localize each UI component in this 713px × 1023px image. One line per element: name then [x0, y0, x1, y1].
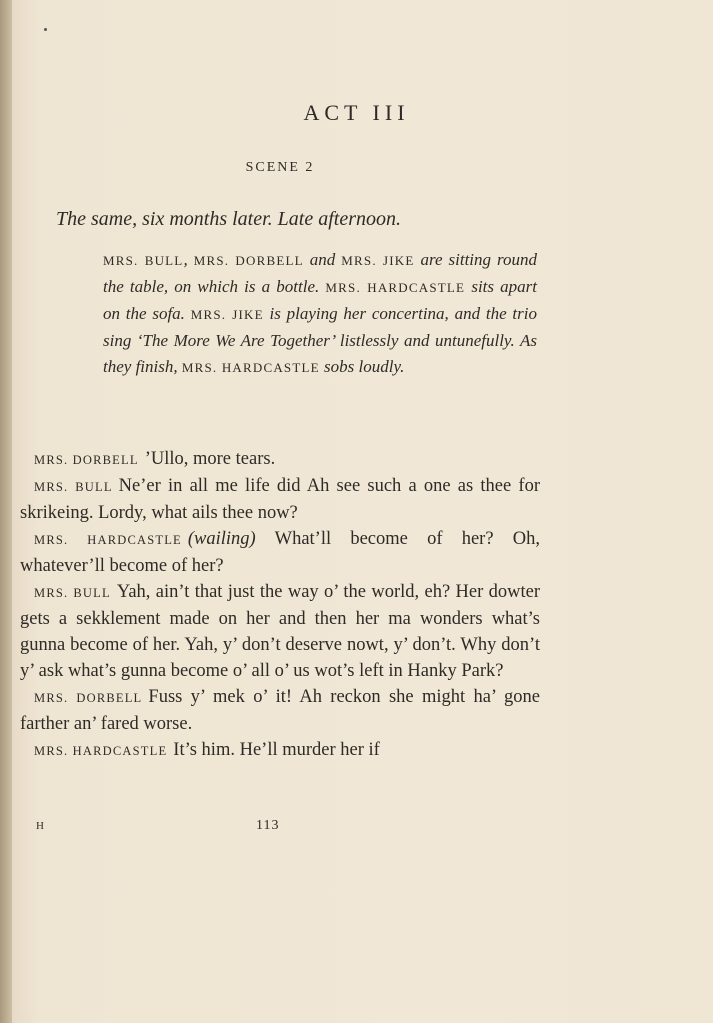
stage-direction	[103, 247, 537, 381]
character-name: MRS. JIKE	[190, 307, 264, 322]
speech-text: Fuss y’ mek o’ it! Ah reckon she might ha’ gone farther an’ fared worse.	[20, 687, 540, 734]
speech-direction: (wailing)	[187, 529, 256, 549]
stage-direction-text: sits apart on the sofa.	[103, 277, 537, 323]
stage-direction-text: ,	[183, 250, 194, 269]
speech-text: ’Ullo, more tears.	[144, 449, 276, 469]
speaker-name: MRS. DORBELL	[34, 691, 143, 705]
stage-direction-text: is playing her concertina, and the trio sing ‘The More We Are Together’ listlessly and untunefully. As they finish,	[103, 304, 537, 376]
page-number: 113	[256, 818, 280, 833]
act-heading: ACT III	[303, 100, 410, 125]
character-name: MRS. JIKE	[341, 253, 415, 268]
speech-text: Ne’er in all me life did Ah see such a one as thee for skrikeing. Lordy, what ails thee now?	[20, 476, 540, 523]
speaker-name: MRS. BULL	[34, 586, 111, 600]
dialogue-block	[20, 446, 540, 764]
scene-heading: SCENE 2	[245, 160, 315, 175]
character-name: MRS. BULL	[103, 253, 184, 268]
character-name: MRS. HARDCASTLE	[325, 280, 466, 295]
character-name: MRS. HARDCASTLE	[181, 360, 320, 375]
speech	[20, 684, 540, 737]
stage-direction-text: are sitting round the table, on which is a bottle.	[103, 250, 538, 296]
speaker-name: MRS. BULL	[34, 480, 113, 494]
speaker-name: MRS. DORBELL	[34, 453, 139, 467]
speech	[20, 737, 540, 764]
speech-text: What’ll become of her? Oh, whatever’ll become of her?	[20, 529, 540, 576]
character-name: MRS. DORBELL	[193, 253, 304, 268]
speaker-name: MRS. HARDCASTLE	[34, 533, 182, 547]
speech	[20, 473, 540, 526]
speech	[20, 446, 540, 473]
speech	[20, 579, 540, 684]
stage-direction-text: sobs loudly.	[319, 357, 405, 376]
stage-direction-text: and	[303, 250, 342, 269]
setting-line: The same, six months later. Late afternoon.	[56, 208, 401, 230]
speech-text: Yah, ain’t that just the way o’ the world, eh? Her dowter gets a sekklement made on her and then her ma wonders what’s gunna become of her. Yah, y’ don’t deserve nowt, y’ don’t. Why don’t y’ ask what’s gunna become o’ all o’ us wot’s left in Hanky Park?	[20, 582, 540, 681]
speech-text: It’s him. He’ll murder her if	[173, 740, 380, 760]
book-spine-shadow	[0, 0, 12, 1023]
speech	[20, 526, 540, 579]
paper-speck	[44, 28, 47, 31]
signature-mark: H	[36, 820, 44, 832]
speaker-name: MRS. HARDCASTLE	[34, 744, 168, 758]
